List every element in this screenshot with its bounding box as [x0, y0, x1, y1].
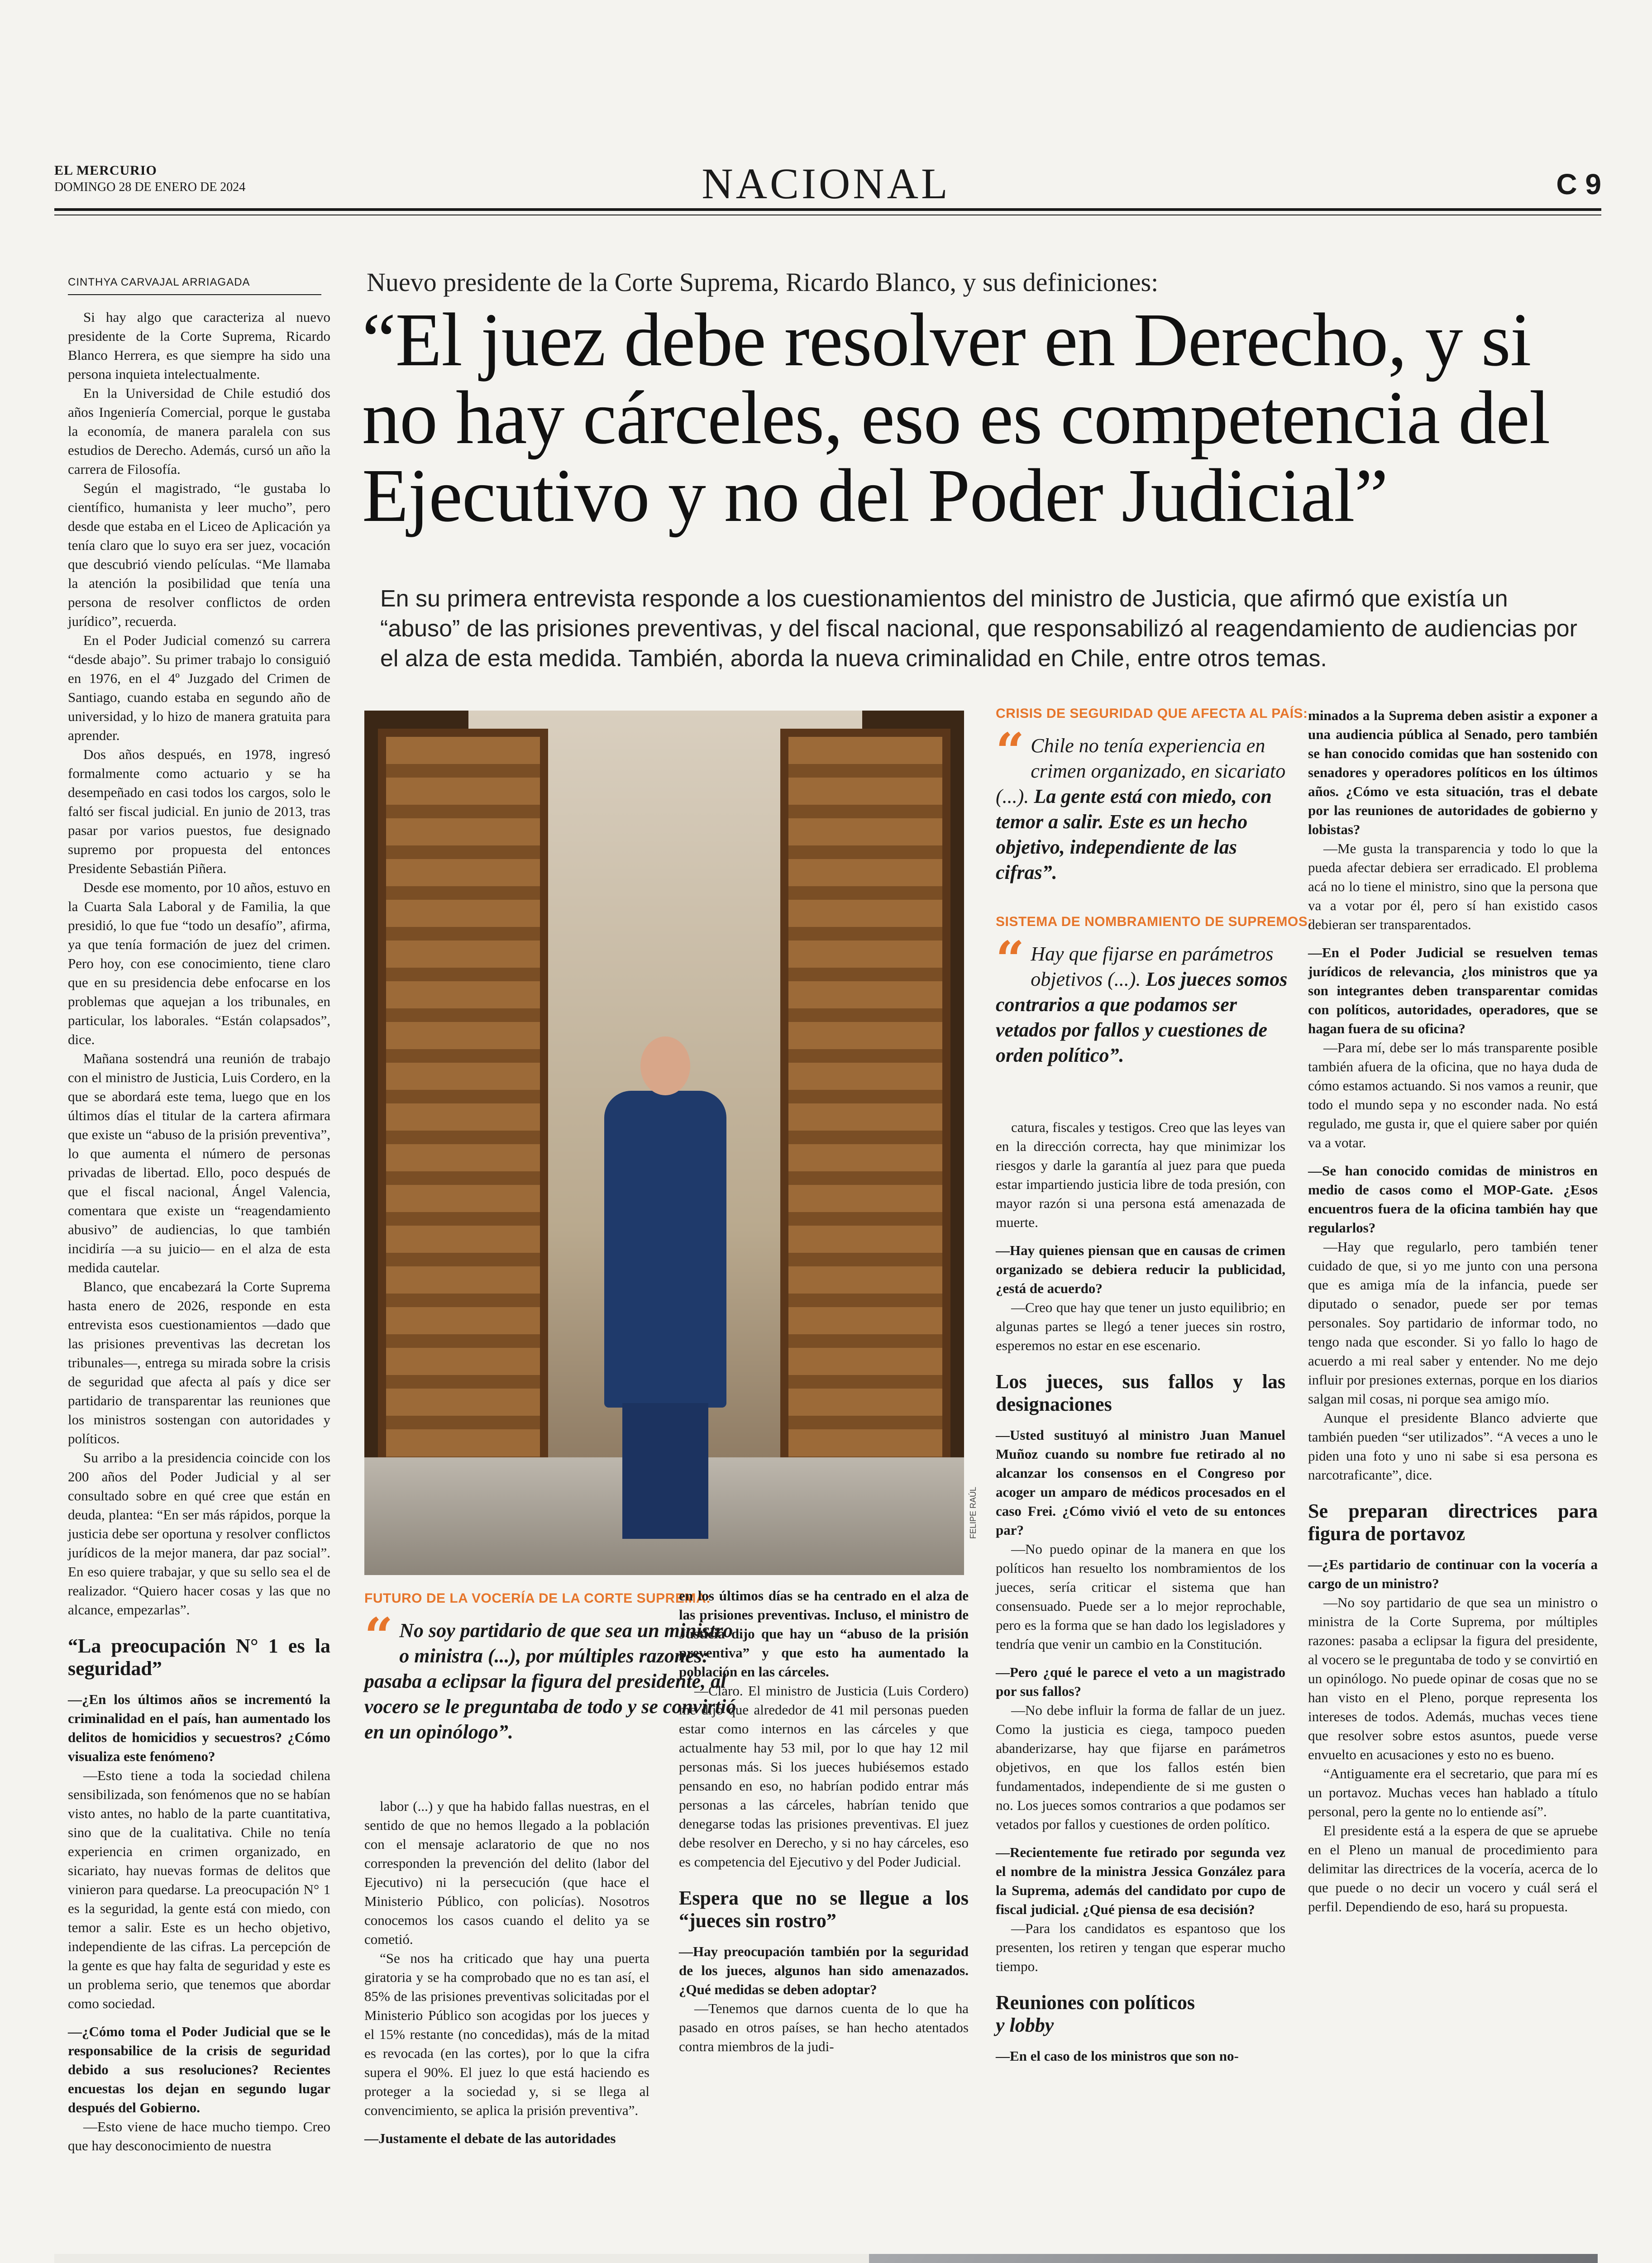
ad-worker-photo	[869, 2254, 1598, 2263]
question: —En el Poder Judicial se resuelven temas jurídicos de relevancia, ¿los ministros que ya son integrantes deben transparentar comidas con políticos, autoridades, operadores, que se hagan fuera de su oficina?	[1308, 945, 1598, 1036]
pullquote-text-bold: Los jueces somos contrarios a que podamos ser vetados por fallos y cuestiones de orden político”.	[996, 968, 1288, 1066]
column-1	[68, 308, 330, 2155]
question: —Se han conocido comidas de ministros en medio de casos como el MOP-Gate. ¿Esos encuentros fuera de la oficina también hay que regularlos?	[1308, 1163, 1598, 1236]
pullquote	[996, 930, 1290, 1068]
answer: —No puedo opinar de la manera en que los políticos han resuelto los nombramientos de los jueces, sería criticar el sistema que han consensuado. Puede ser a lo mejor reprochable, pero es la forma que se han dado los legisladores y tendría que venir un cambio en la Constitución.	[996, 1541, 1285, 1652]
kicker: Nuevo presidente de la Corte Suprema, Ricardo Blanco, y sus definiciones:	[367, 267, 1159, 297]
paragraph: Según el magistrado, “le gustaba lo científico, humanista y leer mucho”, pero desde que estaba en el Liceo de Aplicación ya tenía claro que lo suyo era ser juez, vocación que descubrió viendo películas. “Me llamaba la atención la posibilidad que tenía una persona de resolver conflictos de orden jurídico”, recuerda.	[68, 480, 330, 629]
byline: CINTHYA CARVAJAL ARRIAGADA	[68, 276, 250, 288]
pullquote-text: Chile no tenía experiencia en crimen organizado, en sicariato (...).	[996, 735, 1286, 807]
advertisement[interactable]	[54, 2254, 1598, 2263]
subheading: Se preparan directrices para figura de portavoz	[1308, 1500, 1598, 1545]
column-2	[364, 1797, 649, 2148]
byline-rule	[68, 294, 321, 295]
dek: En su primera entrevista responde a los cuestionamientos del ministro de Justicia, que afirmó que existía un “abuso” de las prisiones preventivas, y del fiscal nacional, que responsabilizó al reagendamiento de audiencias por el alza de esta medida. También, aborda la nueva criminalidad en Chile, entre otros temas.	[380, 586, 1577, 672]
question: —¿Cómo toma el Poder Judicial que se le responsabilice de la crisis de seguridad debido a sus resoluciones? Recientes encuestas los dejan en segundo lugar después del Gobierno.	[68, 2024, 330, 2115]
subheading-italic: y lobby	[996, 2014, 1054, 2036]
header-rule	[54, 208, 1601, 211]
pullquote	[996, 722, 1290, 885]
answer: —No debe influir la forma de fallar de un juez. Como la justicia es ciega, tampoco pueden abanderizarse, hay que fijarse en parámetros objetivos, en que los fallos estén bien fundamentados, independiente de si me gusten o no. Los jueces somos contrarios a que podamos ser vetados por fallos y cuestiones de orden político.	[996, 1702, 1285, 1832]
question: —Hay preocupación también por la seguridad de los jueces, algunos han sido amenazados. ¿Qué medidas se deben adoptar?	[679, 1943, 969, 1997]
pullquote-label: FUTURO DE LA VOCERÍA DE LA CORTE SUPREMA:	[364, 1591, 711, 1606]
pullquote-text: Hay que fijarse en parámetros objetivos (...).	[1031, 943, 1274, 990]
answer: —Esto tiene a toda la sociedad chilena sensibilizada, son fenómenos que no se habían visto antes, no hablo de la parte cuantitativa, sino que de la cualitativa. Chile no tenía experiencia en crimen organizado, en sicariato, hay nuevas formas de delitos que vinieron para quedarse. La preocupación N° 1 es la seguridad, la gente está con miedo, con temor a salir. Este es un hecho objetivo, independiente de las cifras. La percepción de la gente es que hay falta de seguridad y este es un problema serio, que tenemos que abordar como sociedad.	[68, 1767, 330, 2011]
paragraph: labor (...) y que ha habido fallas nuestras, en el sentido de que no hemos llegado a la población con el mensaje aclaratorio de que no nos corresponden la prevención del delito (labor del Ejecutivo) ni la persecución (que hace el Ministerio Público, con policías). Nosotros conocemos los casos cuando el delito ya se cometió.	[364, 1798, 649, 1947]
paragraph: “Antiguamente era el secretario, que para mí es un portavoz. Muchas veces han hablado a título personal, pero la gente no lo entiende así”.	[1308, 1766, 1598, 1819]
headline: “El juez debe resolver en Derecho, y si no hay cárceles, eso es competencia del Ejecutivo y no del Poder Judicial”	[362, 298, 1550, 538]
question: —Recientemente fue retirado por segunda vez el nombre de la ministra Jessica González para la Suprema, además del candidato por cupo de fiscal judicial. ¿Qué piensa de esa decisión?	[996, 1844, 1285, 1917]
answer: —Tenemos que darnos cuenta de lo que ha pasado en otros países, se han hecho atentados contra miembros de la judi-	[679, 2000, 969, 2054]
pullquote-label: SISTEMA DE NOMBRAMIENTO DE SUPREMOS:	[996, 914, 1313, 929]
paper-name: EL MERCURIO	[54, 163, 157, 178]
photo-subject-body	[604, 1091, 726, 1408]
answer: —Para los candidatos es espantoso que los presenten, los retiren y tengan que esperar mucho tiempo.	[996, 1920, 1285, 1974]
answer: —Hay que regularlo, pero también tener cuidado de que, si yo me junto con una persona que es amiga mía de la infancia, puede ser diputado o senador, puede ser por temas personales. Soy partidario de informar todo, no tengo nada que esconder. Si yo fallo lo hago de acuerdo a mi real saber y entender. No me dejo influir por presiones externas, porque en los diarios salgan mil cosas, ni porque sea amigo mío.	[1308, 1239, 1598, 1407]
photo-subject-head	[640, 1036, 690, 1095]
subheading: Reuniones con políticos	[996, 1991, 1195, 2014]
subheading: “La preocupación N° 1 es la seguridad”	[68, 1635, 330, 1680]
page-number: C 9	[1556, 168, 1601, 201]
column-4	[996, 1118, 1285, 2066]
paragraph: Mañana sostendrá una reunión de trabajo con el ministro de Justicia, Luis Cordero, en la que se abordará este tema, luego que en los últimos días el titular de la cartera afirmara que existe un “abuso de la prisión preventiva”, lo que aumenta el número de personas privadas de libertad. Ello, poco después de que el fiscal nacional, Ángel Valencia, comentara que existe un “reagendamiento abusivo” de audiencias, lo que también incidiría —a su juicio— en el alza de esta medida cautelar.	[68, 1050, 330, 1275]
answer: —Me gusta la transparencia y todo lo que la pueda afectar debiera ser erradicado. El problema acá no lo tiene el ministro, sino que la persona que va a votar por él, pero sí han existido casos debieran ser transparentados.	[1308, 840, 1598, 932]
question: minados a la Suprema deben asistir a exponer a una audiencia pública al Senado, pero también se han conocido comidas que han sostenido con senadores y operadores políticos en los últimos años. ¿Cómo ve esta situación, tras el debate por las reuniones de autoridades de gobierno y lobistas?	[1308, 707, 1598, 837]
paragraph: “Se nos ha criticado que hay una puerta giratoria y se ha comprobado que no es tan así, el 85% de las prisiones preventivas solicitadas por el Ministerio Público son acogidas por los jueces y el 15% restante (no concedidas), más de la mitad es revocada (en las cortes), por lo que la cifra supera el 90%. El juez lo que está haciendo es proteger a la sociedad y, si se llega al convencimiento, se aplica la prisión preventiva”.	[364, 1950, 649, 2118]
paragraph: Desde ese momento, por 10 años, estuvo en la Cuarta Sala Laboral y de Familia, la que presidió, lo que fue “todo un desafío”, afirma, ya que tenía formación de juez del crimen. Pero hoy, con ese conocimiento, tiene claro que en su presidencia debe enfocarse en los problemas que aquejan a los tribunales, en particular, los laborales. “Están colapsados”, dice.	[68, 879, 330, 1047]
photo-subject-legs	[622, 1403, 708, 1539]
pullquote-label: CRISIS DE SEGURIDAD QUE AFECTA AL PAÍS:	[996, 706, 1308, 721]
question: —Usted sustituyó al ministro Juan Manuel Muñoz cuando su nombre fue retirado al no alcanzar los consensos en el Congreso por acoger un amparo de médicos procesados en el caso Frei. ¿Cómo vivió el veto de su entonces par?	[996, 1427, 1285, 1538]
quote-icon: “	[364, 1607, 393, 1665]
question: —¿En los últimos años se incrementó la criminalidad en el país, han aumentado los delitos de homicidios y secuestros? ¿Cómo visualiza este fenómeno?	[68, 1691, 330, 1764]
answer: —Creo que hay que tener un justo equilibrio; en algunas partes se llegó a tener jueces sin rostro, esperemos no estar en ese escenario.	[996, 1299, 1285, 1353]
paragraph: Dos años después, en 1978, ingresó formalmente como actuario y se ha desempeñado en casi todos los cargos, solo le faltó ser fiscal judicial. En junio de 2013, tras pasar por varios puestos, fue designado supremo por propuesta del entonces Presidente Sebastián Piñera.	[68, 746, 330, 876]
subheading: Espera que no se llegue a los “jueces sin rostro”	[679, 1887, 969, 1932]
paragraph: Si hay algo que caracteriza al nuevo presidente de la Corte Suprema, Ricardo Blanco Herrera, es que siempre ha sido una persona inquieta intelectualmente.	[68, 309, 330, 382]
question: en los últimos días se ha centrado en el alza de las prisiones preventivas. Incluso, el ministro de Justicia dijo que hay un “abuso de la prisión preventiva” y que esto ha aumentado la población en las cárceles.	[679, 1588, 969, 1680]
column-5	[1308, 706, 1598, 1916]
issue-date: DOMINGO 28 DE ENERO DE 2024	[54, 180, 246, 194]
answer: —Para mí, debe ser lo más transparente posible también afuera de la oficina, que no haya duda de cómo estamos actuando. Si nos vamos a reunir, que todo el mundo sepa y no esconder nada. No está regulado, me gusta ir, que el quiere saber por quién va a votar.	[1308, 1040, 1598, 1151]
answer: —Claro. El ministro de Justicia (Luis Cordero) me dijo que alrededor de 41 mil personas pueden estar como internos en las cárceles y que actualmente hay 53 mil, por lo que hay 12 mil personas más. Si los jueces hubiésemos estado pensando en eso, no habrían podido entrar más personas a las cárceles, habrían tenido que denegarse todas las prisiones preventivas. El juez debe resolver en Derecho, y si no hay cárceles, eso es competencia del Ejecutivo y del Poder Judicial.	[679, 1683, 969, 1870]
photo-door-right	[780, 729, 950, 1569]
subheading: Los jueces, sus fallos y las designaciones	[996, 1370, 1285, 1415]
quote-icon: “	[996, 930, 1025, 988]
answer: —No soy partidario de que sea un ministro o ministra de la Corte Suprema, por múltiples razones: pasaba a eclipsar la figura del presidente, al vocero se le preguntaba de todo y se convirtió en un opinólogo. No puede opinar de cosas que no se han visto en el Pleno, porque representa los intereses de todos. Además, muchas veces tiene que resolver sobre estos asuntos, puede verse envuelto en acusaciones y esto no es bueno.	[1308, 1595, 1598, 1762]
question: —Justamente el debate de las autoridades	[364, 2130, 616, 2146]
section-title: NACIONAL	[702, 159, 950, 208]
portrait-photo	[364, 711, 964, 1575]
paragraph: Blanco, que encabezará la Corte Suprema hasta enero de 2026, responde en esta entrevista esos cuestionamientos —dado que las prisiones preventivas las decretan los tribunales—, entrega su mirada sobre la crisis de seguridad que afecta al país y dice ser partidario de transparentar las reuniones que los ministros sostengan con autoridades y políticos.	[68, 1279, 330, 1447]
answer: —Esto viene de hace mucho tiempo. Creo que hay desconocimiento de nuestra	[68, 2119, 330, 2153]
pullquote-text-bold: La gente está con miedo, con temor a salir. Este es un hecho objetivo, independiente de las cifras”.	[996, 785, 1272, 883]
question: —¿Es partidario de continuar con la vocería a cargo de un ministro?	[1308, 1556, 1598, 1591]
paragraph: En la Universidad de Chile estudió dos años Ingeniería Comercial, porque le gustaba la economía, de manera paralela con sus estudios de Derecho. Además, cursó un año la carrera de Filosofía.	[68, 385, 330, 477]
quote-icon: “	[996, 722, 1025, 780]
paragraph: El presidente está a la espera de que se apruebe en el Pleno un manual de procedimiento para delimitar las directrices de la vocería, acerca de lo que puede o no decir un vocero y cuál será el perfil. Dependiendo de eso, hará su propuesta.	[1308, 1823, 1598, 1914]
paragraph: En el Poder Judicial comenzó su carrera “desde abajo”. Su primer trabajo lo consiguió en 1976, en el 4º Juzgado del Crimen de Santiago, cuando estaba en segundo año de universidad, y lo hizo de manera gratuita para aprender.	[68, 632, 330, 743]
photo-credit: FELIPE RAÚL	[969, 1486, 978, 1539]
question: —Pero ¿qué le parece el veto a un magistrado por sus fallos?	[996, 1664, 1285, 1699]
question: —Hay quienes piensan que en causas de crimen organizado se debiera reducir la publicidad, ¿está de acuerdo?	[996, 1242, 1285, 1296]
question: —En el caso de los ministros que son no-	[996, 2048, 1239, 2064]
pullquote-text: No soy partidario de que sea un ministro o ministra (...), por múltiples razones: pasaba a eclipsar la figura del presidente, al vocero se le preguntaba de todo y se convirtió en un opinólogo”.	[364, 1619, 736, 1743]
column-3	[679, 1586, 969, 2056]
paragraph: Su arribo a la presidencia coincide con los 200 años del Poder Judicial y al ser consultado sobre en qué cree que están en deuda, plantea: “En ser más rápidos, porque la justicia debe ser oportuna y resolver conflictos jurídicos de la mejor manera, dar paz social”. En eso quiere trabajar, y que su sello sea el de realizador. “Quiero hacer cosas y las que no alcance, empezarlas”.	[68, 1450, 330, 1618]
paragraph: Aunque el presidente Blanco advierte que también pueden “ser utilizados”. “A veces a uno le piden una foto y uno ni sabe si esa persona es narcotraficante”, dice.	[1308, 1410, 1598, 1483]
photo-door-left	[378, 729, 548, 1569]
paragraph: catura, fiscales y testigos. Creo que las leyes van en la dirección correcta, hay que minimizar los riesgos y darle la garantía al juez para que pueda estar impartiendo justicia libre de toda presión, con mayor razón si una persona está amenazada de muerte.	[996, 1119, 1285, 1230]
